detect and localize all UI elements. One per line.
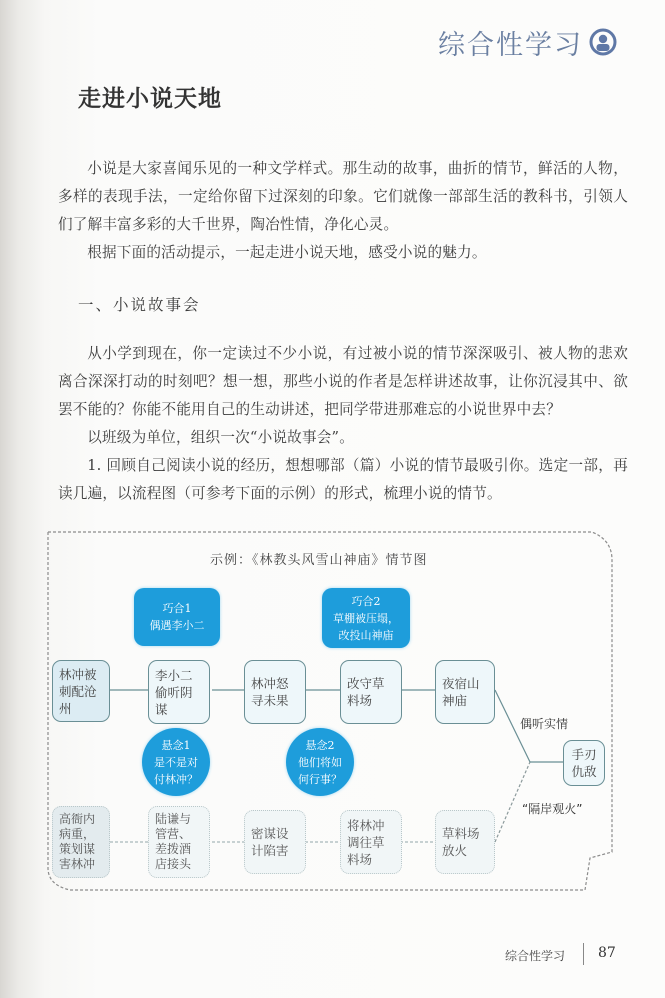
node-line: 林冲被 (59, 666, 97, 682)
suspense-line: 何行事？ (298, 772, 342, 786)
page-number: 87 (598, 945, 616, 961)
plot-node (435, 660, 495, 724)
hidden-plot-node (148, 806, 210, 878)
suspense-title: 悬念2 (305, 738, 335, 752)
plot-node (148, 660, 210, 724)
node-line: 病重， (59, 827, 96, 841)
suspense-circle (286, 728, 354, 796)
plot-node (52, 660, 110, 722)
hidden-plot-node (52, 806, 110, 878)
branch-upper-label: 偶听实情 (520, 717, 569, 731)
branch-lower-label: “隔岸观火” (522, 802, 583, 816)
intro-paragraph: 根据下面的活动提示，一起走进小说天地，感受小说的魅力。 (87, 244, 487, 261)
coincidence-text: 偶遇李小二 (149, 619, 205, 632)
plot-node (340, 660, 402, 724)
suspense-circle (142, 728, 210, 796)
diagram-caption: 示例：《林教头风雪山神庙》情节图 (210, 553, 428, 568)
hidden-plot-node (244, 810, 306, 874)
node-line: 差拨酒 (155, 842, 192, 856)
node-line: 调往草 (347, 834, 385, 850)
node-line: 偷听阴 (155, 684, 193, 700)
node-line: 李小二 (155, 667, 193, 683)
node-line: 谋 (155, 701, 168, 717)
node-line: 草料场 (442, 826, 480, 841)
node-line: 州 (59, 700, 72, 716)
node-line: 密谋设 (251, 826, 289, 841)
coincidence-text: 改投山神庙 (338, 628, 394, 642)
node-line: 神庙 (442, 693, 468, 708)
hidden-plot-node (340, 810, 402, 874)
suspense-title: 悬念1 (161, 738, 191, 752)
node-line: 放火 (442, 843, 468, 858)
suspense-line: 付林冲？ (154, 772, 198, 786)
node-line: 策划谋 (59, 842, 96, 856)
footer-section-label: 综合性学习 (505, 949, 566, 963)
node-line: 计陷害 (251, 843, 289, 858)
section-heading: 一、小说故事会 (78, 296, 201, 314)
node-line: 将林冲 (347, 817, 385, 833)
node-line: 害林冲 (59, 857, 96, 871)
coincidence-title: 巧合1 (162, 602, 192, 615)
node-line: 料场 (347, 693, 373, 708)
coincidence-box (322, 588, 410, 648)
suspense-line: 他们将如 (298, 755, 342, 769)
section-tag-label: 综合性学习 (438, 29, 583, 61)
section-paragraph: 1. 回顾自己阅读小说的经历，想想哪部（篇）小说的情节最吸引你。选定一部，再读几遍，以流程图（可参考下面的示例）的形式，梳理小说的情节。 (58, 457, 628, 502)
hidden-plot-node (435, 810, 495, 874)
node-line: 仇敌 (571, 764, 597, 779)
suspense-line: 是不是对 (154, 755, 198, 769)
node-line: 寻未果 (251, 693, 289, 708)
footer-divider (583, 943, 584, 965)
node-line: 手刃 (571, 747, 597, 762)
section-paragraph: 从小学到现在，你一定读过不少小说，有过被小说的情节深深吸引、被人物的悲欢离合深深打动的时刻吧？想一想，那些小说的作者是怎样讲述故事，让你沉浸其中、欲罢不能的？你能不能用自己的生动讲述，把同学带进那难忘的小说世界中去？ (58, 345, 628, 418)
node-line: 店接头 (155, 857, 192, 871)
plot-node (244, 660, 306, 724)
section-paragraph: 以班级为单位，组织一次“小说故事会”。 (87, 429, 355, 446)
node-line: 料场 (347, 851, 373, 867)
node-line: 陆谦与 (155, 812, 192, 826)
node-line: 刺配沧 (59, 683, 97, 699)
node-line: 改守草 (347, 676, 385, 691)
coincidence-box (134, 588, 220, 646)
node-line: 高衙内 (59, 812, 96, 826)
intro-paragraph: 小说是大家喜闻乐见的一种文学样式。那生动的故事，曲折的情节，鲜活的人物，多样的表现手法，一定给你留下过深刻的印象。它们就像一部部生活的教科书，引领人们了解丰富多彩的大千世界，陶冶性情，净化心灵。 (58, 160, 628, 233)
node-line: 夜宿山 (442, 676, 480, 691)
climax-node (563, 740, 605, 786)
node-line: 林冲怒 (251, 676, 289, 691)
page-title: 走进小说天地 (78, 86, 222, 112)
coincidence-title: 巧合2 (351, 594, 381, 608)
coincidence-text: 草棚被压塌， (333, 611, 399, 625)
node-line: 管营、 (155, 827, 192, 841)
